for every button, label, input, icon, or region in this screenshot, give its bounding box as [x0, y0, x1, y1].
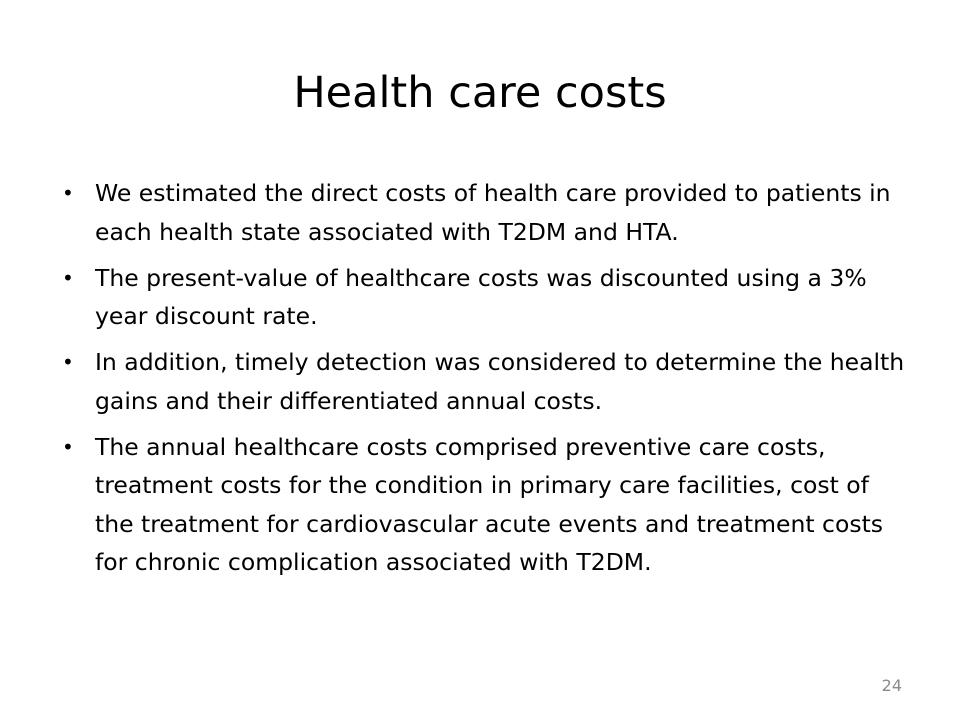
bullet-icon: • [62, 434, 74, 459]
bullet-icon: • [62, 181, 74, 205]
bullet-item [62, 174, 912, 251]
bullet-text: The annual healthcare costs comprised preventive care costs, treatment costs for the condition in primary care facilities, cost of the treatment for cardiovascular acute events and treatment costs for chronic complication associated with T2DM. [95, 432, 884, 576]
bullet-list [62, 174, 912, 589]
bullet-text: The present-value of healthcare costs was discounted using a 3% year discount rate. [95, 263, 867, 330]
bullet-item [62, 428, 912, 582]
bullet-text: In addition, timely detection was considered to determine the health gains and their differentiated annual costs. [95, 348, 905, 415]
bullet-item [62, 343, 912, 420]
slide-title: Health care costs [293, 68, 667, 118]
bullet-text: We estimated the direct costs of health care provided to patients in each health state associated with T2DM and HTA. [95, 179, 891, 246]
bullet-icon: • [62, 350, 74, 374]
page-number: 24 [881, 676, 902, 695]
bullet-icon: • [62, 265, 74, 290]
bullet-item [62, 259, 912, 336]
